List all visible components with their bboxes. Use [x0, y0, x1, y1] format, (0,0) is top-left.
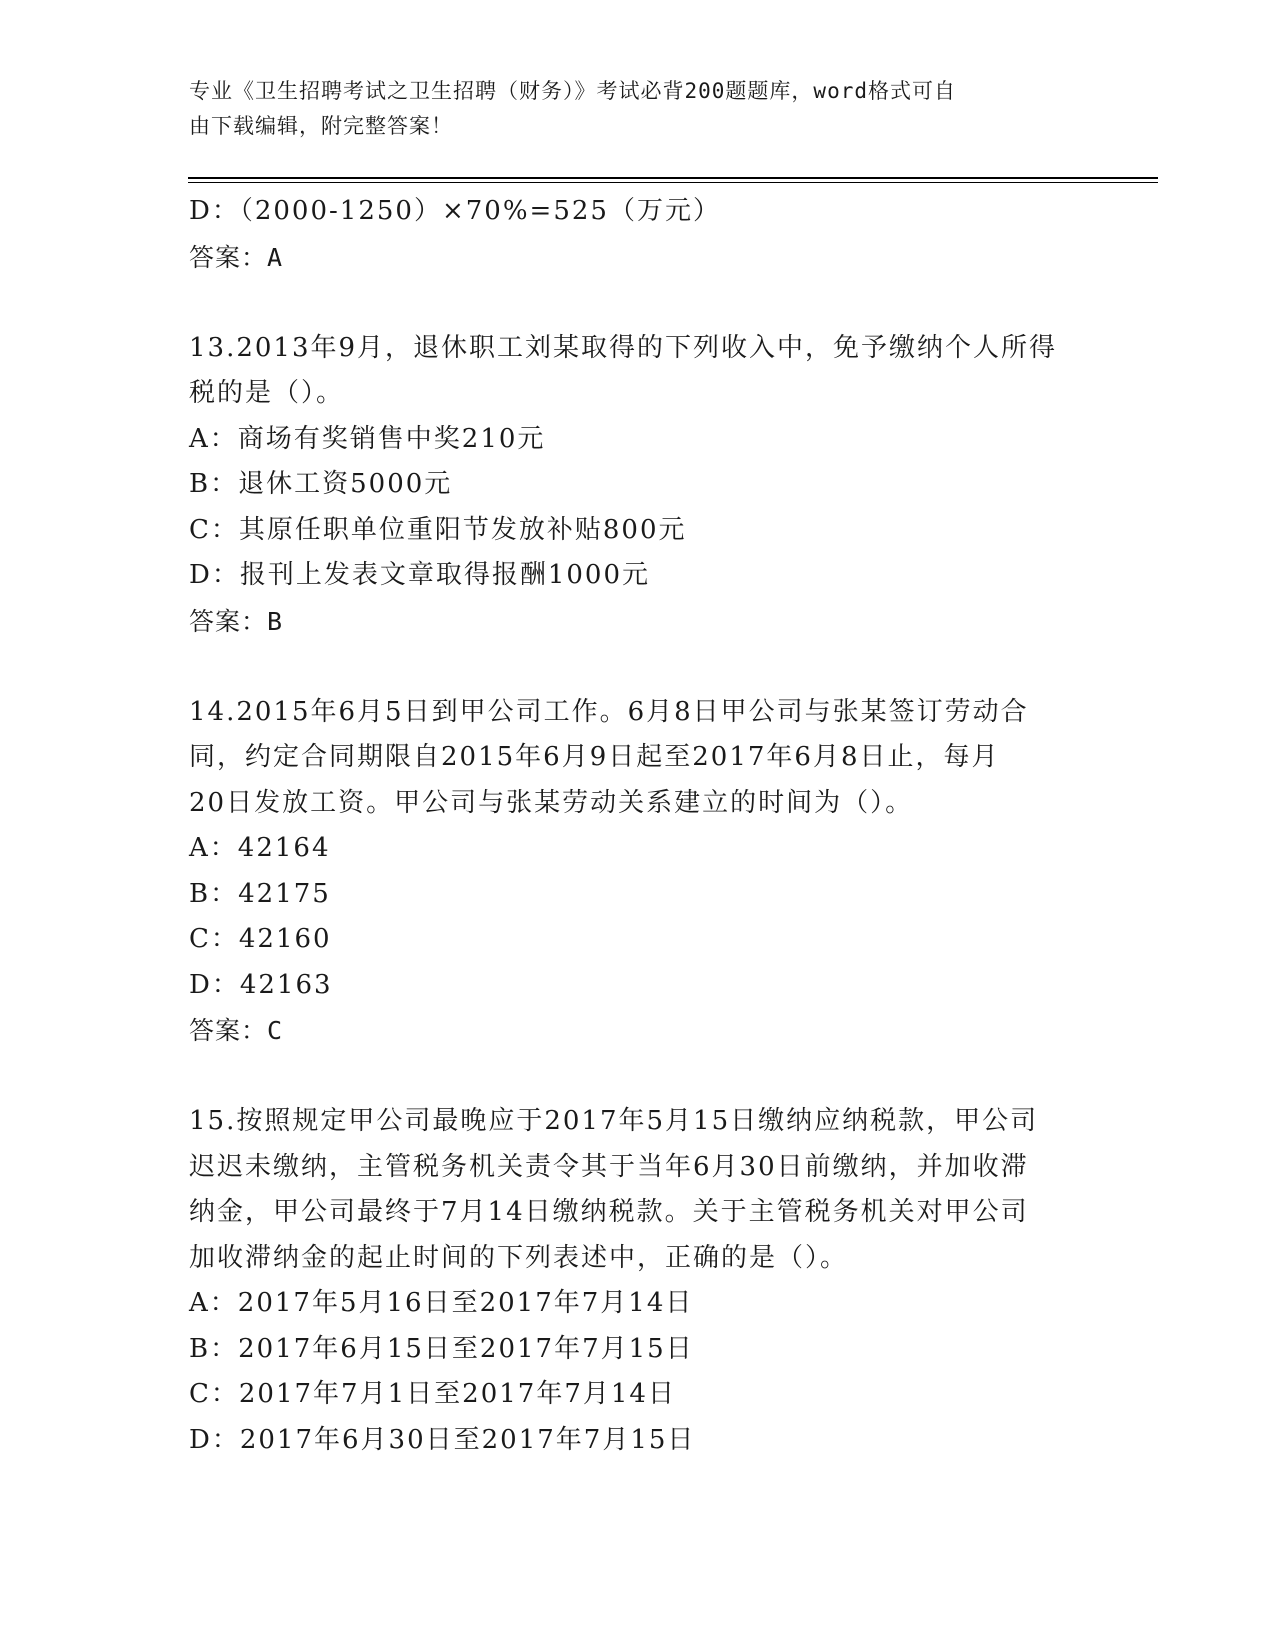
question-stem: 15.按照规定甲公司最晚应于2017年5月15日缴纳应纳税款，甲公司 — [189, 1106, 1039, 1136]
header-divider-thick — [188, 177, 1158, 179]
document-body — [189, 189, 1089, 1463]
option-c: C：2017年7月1日至2017年7月14日 — [189, 1379, 676, 1409]
question-stem: 20日发放工资。甲公司与张某劳动关系建立的时间为（）。 — [189, 787, 914, 818]
spacer — [189, 1054, 1089, 1100]
option-b: B：42175 — [189, 878, 331, 909]
option-c: C：42160 — [189, 924, 332, 954]
spacer — [189, 644, 1089, 690]
question-stem: 同，约定合同期限自2015年6月9日起至2017年6月8日止，每月 — [189, 742, 1000, 772]
option-a: A：2017年5月16日至2017年7月14日 — [189, 1288, 694, 1318]
question-15 — [189, 1099, 1089, 1463]
answer-line: 答案：C — [189, 1016, 284, 1045]
question-14 — [189, 690, 1089, 1054]
header-line-1: 专业《卫生招聘考试之卫生招聘（财务）》考试必背200题题库，word格式可自 — [189, 79, 956, 103]
option-d: D：（2000-1250）×70%=525（万元） — [189, 196, 721, 226]
spacer — [189, 280, 1089, 326]
document-header — [189, 74, 1079, 144]
option-b: B：2017年6月15日至2017年7月15日 — [189, 1333, 694, 1364]
answer-line: 答案：B — [189, 606, 284, 636]
previous-question-tail — [189, 189, 1089, 280]
option-a: A：商场有奖销售中奖210元 — [189, 423, 546, 454]
question-stem: 加收滞纳金的起止时间的下列表述中，正确的是（）。 — [189, 1242, 849, 1273]
option-d: D：2017年6月30日至2017年7月15日 — [189, 1424, 696, 1455]
question-stem: 迟迟未缴纳，主管税务机关责令其于当年6月30日前缴纳，并加收滞 — [189, 1151, 1029, 1182]
question-stem: 13.2013年9月，退休职工刘某取得的下列收入中，免予缴纳个人所得 — [189, 332, 1058, 363]
option-c: C：其原任职单位重阳节发放补贴800元 — [189, 514, 687, 545]
header-divider-thin — [188, 182, 1158, 183]
option-b: B：退休工资5000元 — [189, 469, 453, 499]
question-stem: 14.2015年6月5日到甲公司工作。6月8日甲公司与张某签订劳动合 — [189, 696, 1029, 727]
question-13 — [189, 326, 1089, 645]
answer-line: 答案：A — [189, 242, 284, 272]
question-stem: 纳金，甲公司最终于7月14日缴纳税款。关于主管税务机关对甲公司 — [189, 1197, 1029, 1227]
option-d: D：42163 — [189, 969, 333, 1000]
question-stem: 税的是（）。 — [189, 378, 345, 408]
option-d: D：报刊上发表文章取得报酬1000元 — [189, 560, 651, 590]
option-a: A：42164 — [189, 833, 331, 863]
header-line-2: 由下载编辑，附完整答案！ — [189, 114, 453, 138]
